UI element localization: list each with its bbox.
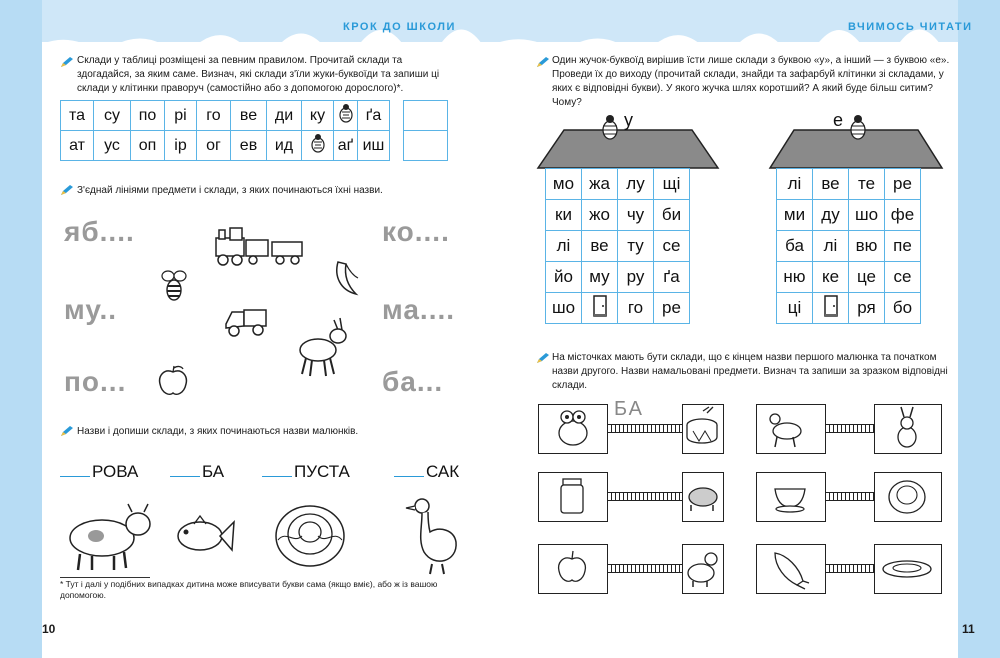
syllable-cell[interactable]: бо (885, 293, 921, 324)
apple-picture (156, 364, 190, 398)
bridge[interactable] (608, 492, 682, 501)
syllable-cell[interactable]: мо (546, 169, 582, 200)
syllable-cell[interactable]: жа (582, 169, 618, 200)
syllable-cell[interactable]: лі (813, 231, 849, 262)
fill-word: ПУСТА (262, 462, 350, 482)
bull-icon (683, 545, 721, 591)
answer-line[interactable] (394, 476, 424, 477)
syllable-cell[interactable]: ки (546, 200, 582, 231)
syllable-cell[interactable]: ці (777, 293, 813, 324)
goat-picture (294, 316, 350, 378)
syllable-cell[interactable]: ню (777, 262, 813, 293)
page-number: 11 (962, 622, 975, 636)
syllable-cell: ог (197, 131, 231, 161)
bridge[interactable] (826, 564, 874, 573)
page-number: 10 (42, 622, 56, 636)
syllable-cell: ид (267, 131, 302, 161)
page-header-title: ВЧИМОСЬ ЧИТАТИ (848, 21, 973, 33)
torn-edge (42, 34, 500, 52)
house-grid-u (545, 168, 690, 324)
task2-instruction: З'єднай лініями предмети і склади, з яких починаються їхні назви. (77, 185, 383, 196)
syllable-cell: оп (131, 131, 165, 161)
footnote: * Тут і далі у подібних випадках дитина може вписувати букви сама (якщо вміє), або ж із вашою допомогою. (60, 579, 438, 600)
syllable-cell[interactable]: жо (582, 200, 618, 231)
goose-picture (404, 496, 462, 576)
torn-edge (500, 34, 958, 52)
truck-picture (222, 304, 270, 338)
syllable-cell[interactable]: ре (654, 293, 690, 324)
syllable-cell[interactable]: се (654, 231, 690, 262)
syllable-cell[interactable]: пе (885, 231, 921, 262)
picture-bull (682, 544, 724, 594)
syllable-cell[interactable]: це (849, 262, 885, 293)
cup-icon (757, 473, 823, 519)
picture-jar (538, 472, 608, 522)
syllable-table (60, 100, 448, 161)
syllable-prompt: ба... (382, 366, 444, 397)
cabbage-icon (875, 473, 939, 519)
answer-cell[interactable] (404, 131, 448, 161)
boar-icon (683, 473, 721, 519)
syllable-cell[interactable]: ду (813, 200, 849, 231)
picture-rabbit (874, 404, 942, 454)
bridge[interactable] (826, 424, 874, 433)
fish-picture (170, 514, 236, 556)
picture-boar (682, 472, 724, 522)
syllable-cell[interactable]: би (654, 200, 690, 231)
pencil-icon (60, 425, 74, 437)
cow-picture (62, 502, 156, 572)
syllable-prompt: яб.... (64, 216, 135, 247)
goat-icon (757, 405, 823, 451)
syllable-cell: го (197, 101, 231, 131)
house-roof-u (536, 128, 720, 170)
picture-cup (756, 472, 826, 522)
answer-line[interactable] (170, 476, 200, 477)
cabbage-picture (272, 500, 348, 570)
left-edge-band (0, 0, 42, 658)
syllable-prompt: по... (64, 366, 127, 397)
syllable-cell[interactable]: лі (546, 231, 582, 262)
rabbit-icon (875, 405, 939, 451)
syllable-cell[interactable]: ве (813, 169, 849, 200)
syllable-cell[interactable]: лу (618, 169, 654, 200)
syllable-cell[interactable]: ру (618, 262, 654, 293)
house-letter-e: е (833, 110, 844, 130)
syllable-cell[interactable]: шо (849, 200, 885, 231)
fill-word: САК (394, 462, 459, 482)
syllable-prompt: му.. (64, 294, 118, 325)
syllable-cell: ат (61, 131, 94, 161)
answer-line[interactable] (60, 476, 90, 477)
syllable-cell[interactable]: чу (618, 200, 654, 231)
drum-icon (683, 405, 721, 451)
answer-cell[interactable] (404, 101, 448, 131)
footnote-rule (60, 577, 150, 578)
bridge[interactable] (608, 424, 682, 433)
syllable-cell: ди (267, 101, 302, 131)
exit-door (813, 293, 849, 324)
task1-instruction: Склади у таблиці розміщені за певним правилом. Прочитай склади та здогадайся, за яким саме. Визнач, які склади з'їли жуки-буквоїди та запиши ці склади у клітинки праворуч (самостійно або з допомогою дорослого)*. (77, 55, 440, 94)
bridge[interactable] (608, 564, 682, 573)
house-letter-u: у (624, 110, 633, 130)
bug-icon (309, 133, 327, 153)
syllable-cell: аґ (334, 131, 358, 161)
sample-syllable: БА (614, 398, 645, 420)
syllable-cell[interactable]: ґа (654, 262, 690, 293)
picture-plate (874, 544, 942, 594)
syllable-cell[interactable]: ту (618, 231, 654, 262)
task2-instruction: На місточках мають бути склади, що є кінцем назви першого малюнка та початком назви другого. Назви намальовані предмети. Визнач та запиши за зразком відповідні склади. (552, 352, 948, 391)
syllable-cell[interactable]: шо (546, 293, 582, 324)
answer-line[interactable] (262, 476, 292, 477)
fill-word: БА (170, 462, 224, 482)
syllable-cell[interactable]: ря (849, 293, 885, 324)
door-icon (824, 295, 838, 317)
task3-instruction: Назви і допиши склади, з яких починаються назви малюнків. (77, 426, 359, 437)
jar-icon (539, 473, 605, 519)
bug-icon (848, 114, 868, 140)
bug-cell (334, 101, 358, 131)
syllable-cell[interactable]: ми (777, 200, 813, 231)
syllable-cell[interactable]: вю (849, 231, 885, 262)
picture-goat (756, 404, 826, 454)
syllable-row-1 (61, 101, 448, 131)
syllable-cell: ве (231, 101, 267, 131)
syllable-prompt: ма.... (382, 294, 456, 325)
right-page (500, 0, 1000, 658)
syllable-cell: ус (94, 131, 131, 161)
syllable-cell: иш (358, 131, 390, 161)
train-picture (214, 222, 306, 268)
pencil-icon (536, 352, 550, 364)
syllable-cell[interactable]: ке (813, 262, 849, 293)
door-icon (593, 295, 607, 317)
syllable-cell[interactable]: ве (582, 231, 618, 262)
exit-door (582, 293, 618, 324)
syllable-prompt: ко.... (382, 216, 450, 247)
picture-apple (538, 544, 608, 594)
picture-rocket (756, 544, 826, 594)
bug-cell (302, 131, 334, 161)
plate-icon (875, 545, 939, 591)
syllable-row-2 (61, 131, 448, 161)
syllable-cell: ев (231, 131, 267, 161)
page-header-title: КРОК ДО ШКОЛИ (343, 21, 456, 33)
syllable-cell: ір (165, 131, 197, 161)
picture-frog (538, 404, 608, 454)
pencil-icon (536, 56, 550, 68)
house-grid-e (776, 168, 921, 324)
syllable-cell: рі (165, 101, 197, 131)
pencil-icon (60, 184, 74, 196)
pencil-icon (60, 56, 74, 68)
bee-picture (160, 268, 188, 302)
task1-instruction: Один жучок-буквоїд вирішив їсти лише склади з буквою «у», а інший — з буквою «е». Проведи їх до виходу (прочитай склади, знайди та зафарбуй клітинки зі складами, у яких є відповідні букви). У якого жучка шлях коротший? А який буде більш ситим? Чому? (552, 55, 950, 108)
syllable-cell: су (94, 101, 131, 131)
syllable-cell[interactable]: лі (777, 169, 813, 200)
syllable-cell: ґа (358, 101, 390, 131)
rocket-icon (757, 545, 823, 591)
syllable-cell[interactable]: йо (546, 262, 582, 293)
syllable-cell: та (61, 101, 94, 131)
picture-drum (682, 404, 724, 454)
syllable-cell[interactable]: ре (885, 169, 921, 200)
bug-icon (337, 103, 355, 123)
right-edge-band (958, 0, 1000, 658)
syllable-cell[interactable]: те (849, 169, 885, 200)
syllable-cell[interactable]: фе (885, 200, 921, 231)
bridge[interactable] (826, 492, 874, 501)
banana-picture (332, 258, 362, 298)
bug-icon (600, 114, 620, 140)
syllable-cell[interactable]: щі (654, 169, 690, 200)
syllable-cell[interactable]: го (618, 293, 654, 324)
syllable-cell[interactable]: се (885, 262, 921, 293)
syllable-cell: ку (302, 101, 334, 131)
syllable-cell[interactable]: ба (777, 231, 813, 262)
syllable-cell: по (131, 101, 165, 131)
syllable-cell[interactable]: му (582, 262, 618, 293)
apple-icon (539, 545, 605, 591)
fill-word: РОВА (60, 462, 138, 482)
picture-cabbage (874, 472, 942, 522)
frog-icon (539, 405, 605, 451)
